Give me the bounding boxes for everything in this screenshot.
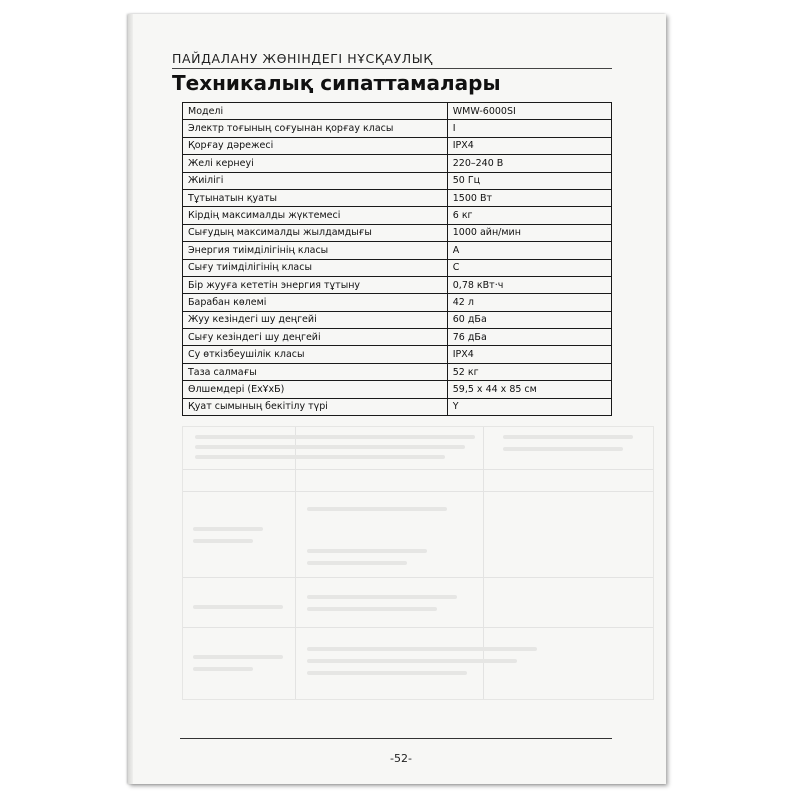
footer-rule (180, 738, 612, 739)
spec-value: 1500 Вт (447, 189, 611, 206)
spec-value: C (447, 259, 611, 276)
spec-parameter: Қуат сымының бекітілу түрі (183, 398, 448, 415)
show-through-reverse-side (182, 426, 654, 700)
table-row (183, 242, 612, 259)
spec-value: WMW-6000SI (447, 103, 611, 120)
table-row (183, 311, 612, 328)
table-row (183, 294, 612, 311)
running-header: ПАЙДАЛАНУ ЖӨНІНДЕГІ НҰСҚАУЛЫҚ (172, 51, 433, 66)
page-number (128, 752, 666, 765)
spec-value: 59,5 x 44 x 85 см (447, 381, 611, 398)
table-row (183, 329, 612, 346)
spec-parameter: Су өткізбеушілік класы (183, 346, 448, 363)
spec-parameter: Бір жууға кететін энергия тұтыну (183, 276, 448, 293)
spec-parameter: Сығу кезіндегі шу деңгейі (183, 329, 448, 346)
spec-parameter: Тұтынатын қуаты (183, 189, 448, 206)
table-row (183, 276, 612, 293)
spec-value: A (447, 242, 611, 259)
spec-parameter: Энергия тиімділігінің класы (183, 242, 448, 259)
specifications-table (182, 102, 612, 416)
spec-value: 1000 айн/мин (447, 224, 611, 241)
table-row (183, 259, 612, 276)
spec-parameter: Сығудың максималды жылдамдығы (183, 224, 448, 241)
spec-parameter: Таза салмағы (183, 363, 448, 380)
spec-value: 50 Гц (447, 172, 611, 189)
page-edge-shadow (128, 14, 133, 784)
table-row (183, 172, 612, 189)
header-rule (172, 68, 612, 69)
section-title: Техникалық сипаттамалары (172, 71, 501, 95)
spec-value: Y (447, 398, 611, 415)
table-row (183, 155, 612, 172)
table-row (183, 120, 612, 137)
table-row (183, 137, 612, 154)
spec-value: 76 дБа (447, 329, 611, 346)
spec-parameter: Кірдің максималды жүктемесі (183, 207, 448, 224)
table-row (183, 346, 612, 363)
spec-parameter: Жуу кезіндегі шу деңгейі (183, 311, 448, 328)
spec-parameter: Барабан көлемі (183, 294, 448, 311)
spec-value: 42 л (447, 294, 611, 311)
spec-parameter: Жиілігі (183, 172, 448, 189)
spec-parameter: Желі кернеуі (183, 155, 448, 172)
spec-parameter: Электр тоғының соғуынан қорғау класы (183, 120, 448, 137)
spec-parameter: Өлшемдері (ЕхҰхБ) (183, 381, 448, 398)
table-row (183, 398, 612, 415)
spec-value: 52 кг (447, 363, 611, 380)
spec-value: I (447, 120, 611, 137)
table-row (183, 189, 612, 206)
spec-value: 0,78 кВт·ч (447, 276, 611, 293)
table-row (183, 224, 612, 241)
page-number-text: -52- (390, 752, 412, 765)
table-row (183, 381, 612, 398)
table-row (183, 103, 612, 120)
spec-value: 6 кг (447, 207, 611, 224)
table-row (183, 363, 612, 380)
spec-value: IPX4 (447, 346, 611, 363)
spec-parameter: Моделі (183, 103, 448, 120)
spec-value: 220–240 В (447, 155, 611, 172)
spec-value: IPX4 (447, 137, 611, 154)
spec-parameter: Сығу тиімділігінің класы (183, 259, 448, 276)
spec-parameter: Қорғау дәрежесі (183, 137, 448, 154)
spec-value: 60 дБа (447, 311, 611, 328)
manual-page (128, 14, 666, 784)
table-row (183, 207, 612, 224)
